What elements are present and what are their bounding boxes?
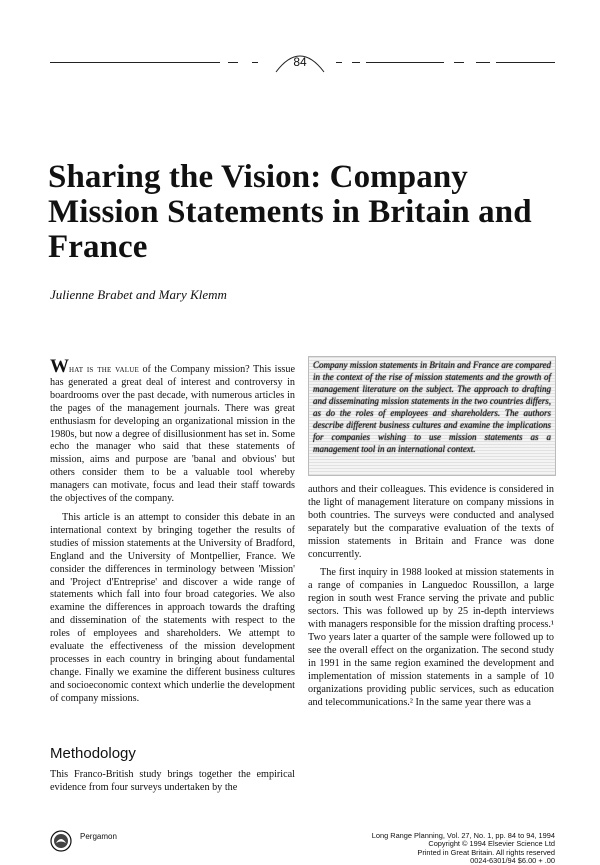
abstract-text: Company mission statements in Britain and France are compared in the context of the rise of mission statements and the growth of management literature on the subject. The approach to drafting and disseminating mission statements in the two countries differs, as do the roles of employees and shareholders. The authors describe different business cultures and examine the implications for companies wishing to use mission statements as a management tool in an international context.	[313, 360, 551, 454]
header-rule-right	[366, 62, 444, 63]
abstract-box	[308, 356, 556, 476]
article-title: Sharing the Vision: Company Mission Statements in Britain and France	[48, 159, 532, 265]
journal-info-line: 0024-6301/94 $6.00 + .00	[470, 855, 555, 865]
journal-info	[318, 832, 555, 865]
intro-lead-in: hat is the value	[69, 364, 139, 375]
header-rule-dash	[336, 62, 342, 63]
header-rule-right-end	[496, 62, 555, 63]
header-rule-dash	[252, 62, 258, 63]
drop-cap: W	[50, 356, 69, 377]
journal-info-line: Long Range Planning, Vol. 27, No. 1, pp. 84 to 94, 1994	[371, 831, 555, 840]
header-rule-dash	[352, 62, 360, 63]
page-number: 84	[293, 55, 307, 69]
page-number-badge	[272, 44, 328, 80]
header-rule-dash	[228, 62, 238, 63]
body-paragraph: authors and their colleagues. This evidence is considered in the light of management literature on company missions in both countries. The surveys were conducted and analysed separately but the comparative evaluation of the texts of mission statements in Britain and France was done concurrently.	[308, 484, 554, 560]
intro-text: of the Company mission? This issue has generated a great deal of interest and controversy in boardrooms over the past decade, with numerous articles in the pages of the management journals. There was great enthusiasm for developing an organizational mission in the 1980s, but now a degree of disillusionment has set in. Some echo the manager who said that these statements of mission, aims and purpose are 'banal and obvious' but others consider them to be a valuable tool whereby managers can motivate, focus and lead their staff towards the objectives of the company.	[50, 364, 295, 505]
body-column-left	[50, 356, 295, 712]
header-rule-left	[50, 62, 220, 63]
section-heading-methodology: Methodology	[50, 745, 136, 762]
intro-paragraph	[50, 356, 295, 506]
body-paragraph: This article is an attempt to consider this debate in an international context by bringing together the results of studies of mission statements at the University of Bradford, England and the University of Montpellier, France. We consider the differences in terminology between 'Mission' and 'Project d'Entreprise' and discover a wide range of statements which fall into four broad categories. We also examine the differences in approach towards the drafting and dissemination of the statements with respect to the roles of employees and shareholders. We attempt to evaluate the effectiveness of the mission development processes in each country in bringing about fundamental change. Finally we examine the different business cultures and socioeconomic context which underlie the development of company missions.	[50, 511, 295, 704]
header-rule-dash	[454, 62, 464, 63]
methodology-paragraph-container	[50, 769, 295, 801]
body-paragraph: The first inquiry in 1988 looked at mission statements in a range of companies in Languedoc Roussillon, a large region in south west France serving the private and public sectors. This was followed up by 25 in-depth interviews with managers responsible for the mission drafting process.¹ Two years later a quarter of the sample were followed up to see the overall effect on the organization. The second study in 1991 in the same region examined the development and implementation of mission statements in a sample of 10 organizations providing public services, such as education and telecommunications.² In the same year there was a	[308, 567, 554, 708]
header-rule-dash	[476, 62, 490, 63]
body-column-right	[308, 484, 554, 715]
publisher-name: Pergamon	[80, 832, 117, 841]
journal-info-line: Printed in Great Britain. All rights reserved	[417, 847, 555, 857]
journal-info-line: Copyright © 1994 Elsevier Science Ltd	[428, 839, 555, 849]
article-authors: Julienne Brabet and Mary Klemm	[50, 287, 227, 302]
pergamon-logo-icon	[50, 830, 72, 852]
body-paragraph: This Franco-British study brings together the empirical evidence from four surveys undertaken by the	[50, 769, 295, 793]
